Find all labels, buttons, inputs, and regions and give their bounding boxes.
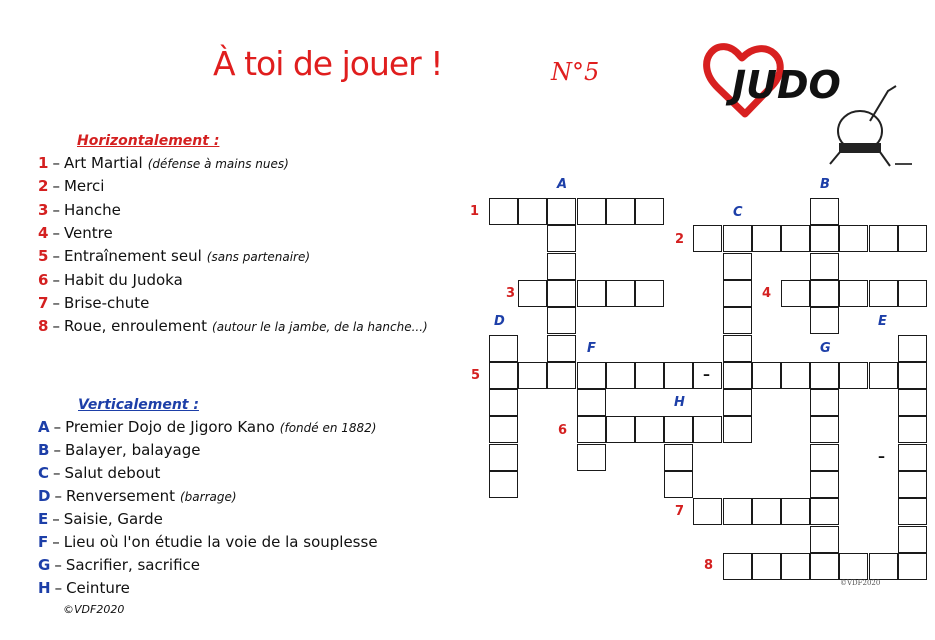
crossword-cell[interactable] bbox=[489, 198, 518, 225]
crossword-cell[interactable] bbox=[810, 198, 839, 225]
crossword-cell[interactable] bbox=[898, 389, 927, 416]
crossword-cell[interactable] bbox=[635, 362, 664, 389]
crossword-cell[interactable] bbox=[839, 225, 868, 252]
grid-label-7: 7 bbox=[675, 504, 685, 519]
crossword-cell[interactable] bbox=[898, 335, 927, 362]
crossword-cell[interactable] bbox=[752, 225, 781, 252]
crossword-cell[interactable] bbox=[869, 362, 898, 389]
crossword-cell[interactable] bbox=[693, 225, 722, 252]
puzzle-number: N°5 bbox=[551, 58, 600, 86]
crossword-cell[interactable] bbox=[577, 362, 606, 389]
crossword-cell[interactable] bbox=[547, 362, 576, 389]
clue-key: 4 bbox=[38, 223, 49, 242]
crossword-cell[interactable] bbox=[547, 335, 576, 362]
horizontal-clue: 1 – Art Martial (défense à mains nues) bbox=[38, 154, 289, 172]
crossword-cell[interactable] bbox=[810, 553, 839, 580]
horizontal-clue: 6 – Habit du Judoka bbox=[38, 270, 183, 289]
crossword-cell[interactable] bbox=[635, 280, 664, 307]
crossword-cell[interactable] bbox=[810, 498, 839, 525]
crossword-cell[interactable] bbox=[723, 253, 752, 280]
crossword-cell[interactable] bbox=[723, 335, 752, 362]
crossword-cell[interactable] bbox=[606, 362, 635, 389]
grid-label-6: 6 bbox=[558, 423, 568, 438]
crossword-cell[interactable] bbox=[693, 498, 722, 525]
grid-label-E: E bbox=[878, 314, 887, 329]
copyright: ©VDF2020 bbox=[63, 603, 125, 616]
clue-text: Art Martial bbox=[63, 154, 143, 172]
horizontal-heading: Horizontalement : bbox=[77, 133, 220, 149]
clue-key: F bbox=[38, 533, 49, 551]
crossword-cell[interactable] bbox=[547, 253, 576, 280]
clue-text: Merci bbox=[63, 177, 105, 196]
crossword-cell[interactable] bbox=[810, 526, 839, 553]
crossword-cell[interactable] bbox=[518, 362, 547, 389]
grid-label-1: 1 bbox=[470, 204, 480, 219]
crossword-cell[interactable] bbox=[810, 253, 839, 280]
clue-hint: (fondé en 1882) bbox=[279, 421, 377, 435]
clue-hint: (barrage) bbox=[179, 490, 237, 504]
crossword-cell[interactable] bbox=[839, 362, 868, 389]
crossword-cell[interactable] bbox=[810, 280, 839, 307]
vertical-clue: H – Ceinture bbox=[38, 579, 130, 597]
vertical-clue: B – Balayer, balayage bbox=[38, 441, 201, 459]
clue-key: 6 bbox=[38, 270, 49, 289]
crossword-cell[interactable] bbox=[635, 198, 664, 225]
crossword-cell[interactable] bbox=[518, 198, 547, 225]
grid-label-8: 8 bbox=[704, 558, 714, 573]
clue-text: Salut debout bbox=[64, 464, 161, 482]
crossword-cell[interactable] bbox=[810, 389, 839, 416]
grid-label-G: G bbox=[820, 341, 831, 356]
crossword-cell[interactable] bbox=[898, 225, 927, 252]
crossword-cell[interactable] bbox=[898, 444, 927, 471]
crossword-cell[interactable] bbox=[723, 307, 752, 334]
crossword-cell[interactable] bbox=[489, 335, 518, 362]
crossword-cell[interactable] bbox=[577, 416, 606, 443]
crossword-cell[interactable] bbox=[898, 471, 927, 498]
grid-copyright: ©VDF2020 bbox=[840, 579, 881, 587]
horizontal-clue: 5 – Entraînement seul (sans partenaire) bbox=[38, 247, 311, 266]
horizontal-clue: 2 – Merci bbox=[38, 177, 105, 196]
logo-text: JUDO bbox=[732, 63, 841, 107]
crossword-cell[interactable] bbox=[723, 362, 752, 389]
grid-label-D: D bbox=[494, 314, 505, 329]
clue-key: H bbox=[38, 579, 51, 597]
page-title: À toi de jouer ! bbox=[213, 44, 443, 83]
crossword-cell[interactable] bbox=[752, 498, 781, 525]
crossword-cell[interactable] bbox=[723, 416, 752, 443]
crossword-cell[interactable] bbox=[810, 225, 839, 252]
grid-label-C: C bbox=[733, 205, 743, 220]
crossword-cell[interactable] bbox=[489, 416, 518, 443]
crossword-cell[interactable] bbox=[489, 444, 518, 471]
crossword-cell[interactable] bbox=[752, 553, 781, 580]
crossword-cell[interactable] bbox=[752, 362, 781, 389]
crossword-cell[interactable] bbox=[810, 307, 839, 334]
crossword-cell[interactable] bbox=[577, 198, 606, 225]
crossword-cell[interactable] bbox=[664, 416, 693, 443]
crossword-cell[interactable] bbox=[577, 389, 606, 416]
crossword-cell[interactable] bbox=[518, 280, 547, 307]
crossword-cell[interactable] bbox=[489, 471, 518, 498]
clue-text: Ventre bbox=[63, 223, 113, 242]
vertical-clue: C – Salut debout bbox=[38, 464, 161, 482]
crossword-cell[interactable] bbox=[810, 444, 839, 471]
crossword-cell[interactable] bbox=[723, 225, 752, 252]
crossword-cell[interactable] bbox=[723, 498, 752, 525]
clue-key: 1 bbox=[38, 154, 49, 172]
vertical-clue: F – Lieu où l'on étudie la voie de la souplesse bbox=[38, 533, 378, 551]
crossword-cell[interactable] bbox=[810, 471, 839, 498]
crossword-cell[interactable] bbox=[606, 416, 635, 443]
grid-label-2: 2 bbox=[675, 232, 685, 247]
crossword-cell[interactable] bbox=[898, 362, 927, 389]
crossword-cell[interactable] bbox=[723, 389, 752, 416]
vertical-clue: E – Saisie, Garde bbox=[38, 510, 163, 528]
crossword-cell[interactable] bbox=[577, 444, 606, 471]
clue-text: Premier Dojo de Jigoro Kano bbox=[65, 418, 275, 436]
clue-key: A bbox=[38, 418, 50, 436]
grid-label-4: 4 bbox=[762, 286, 772, 301]
clue-key: B bbox=[38, 441, 50, 459]
clue-hint: (sans partenaire) bbox=[206, 250, 311, 265]
grid-label-3: 3 bbox=[506, 286, 516, 301]
vertical-clue: D – Renversement (barrage) bbox=[38, 487, 237, 505]
horizontal-clue: 7 – Brise-chute bbox=[38, 293, 150, 312]
crossword-cell[interactable] bbox=[723, 280, 752, 307]
vertical-heading: Verticalement : bbox=[78, 397, 199, 413]
crossword-cell[interactable] bbox=[723, 553, 752, 580]
vertical-clue: G – Sacrifier, sacrifice bbox=[38, 556, 200, 574]
clue-text: Entraînement seul bbox=[63, 247, 202, 266]
crossword-cell[interactable] bbox=[810, 416, 839, 443]
crossword-cell[interactable] bbox=[693, 416, 722, 443]
crossword-cell[interactable] bbox=[489, 389, 518, 416]
crossword-cell[interactable] bbox=[869, 553, 898, 580]
crossword-cell[interactable] bbox=[606, 198, 635, 225]
clue-key: G bbox=[38, 556, 51, 574]
crossword-cell[interactable] bbox=[898, 280, 927, 307]
judo-logo bbox=[700, 36, 915, 180]
horizontal-clue: 3 – Hanche bbox=[38, 200, 121, 219]
grid-label-A: A bbox=[557, 177, 568, 192]
clue-key: 2 bbox=[38, 177, 49, 196]
crossword-cell[interactable] bbox=[810, 362, 839, 389]
crossword-cell[interactable] bbox=[898, 553, 927, 580]
crossword-cell[interactable] bbox=[547, 198, 576, 225]
horizontal-clue: 4 – Ventre bbox=[38, 223, 113, 242]
clue-text: Balayer, balayage bbox=[64, 441, 201, 459]
hyphen-separator-e: – bbox=[878, 449, 885, 465]
crossword-cell[interactable] bbox=[839, 280, 868, 307]
crossword-cell[interactable] bbox=[869, 225, 898, 252]
vertical-clue: A – Premier Dojo de Jigoro Kano (fondé en 1882) bbox=[38, 418, 377, 436]
clue-key: 5 bbox=[38, 247, 49, 266]
clue-key: 3 bbox=[38, 200, 49, 219]
crossword-cell[interactable] bbox=[839, 553, 868, 580]
clue-text: Renversement bbox=[65, 487, 175, 505]
crossword-cell[interactable] bbox=[869, 280, 898, 307]
crossword-cell[interactable] bbox=[606, 280, 635, 307]
clue-key: 7 bbox=[38, 293, 49, 312]
crossword-cell[interactable] bbox=[664, 471, 693, 498]
crossword-cell[interactable] bbox=[781, 362, 810, 389]
clue-key: 8 bbox=[38, 317, 49, 336]
horizontal-clue: 8 – Roue, enroulement (autour le la jambe, de la hanche...) bbox=[38, 317, 428, 336]
hyphen-separator-5: – bbox=[703, 367, 710, 383]
clue-text: Roue, enroulement bbox=[63, 317, 208, 336]
clue-key: C bbox=[38, 464, 50, 482]
grid-label-B: B bbox=[820, 177, 830, 192]
crossword-cell[interactable] bbox=[781, 280, 810, 307]
crossword-cell[interactable] bbox=[489, 362, 518, 389]
crossword-cell[interactable] bbox=[781, 553, 810, 580]
clue-text: Brise-chute bbox=[63, 293, 150, 312]
grid-label-F: F bbox=[587, 341, 596, 356]
crossword-cell[interactable] bbox=[547, 225, 576, 252]
crossword-cell[interactable] bbox=[635, 416, 664, 443]
crossword-cell[interactable] bbox=[664, 362, 693, 389]
clue-text: Sacrifier, sacrifice bbox=[65, 556, 200, 574]
crossword-cell[interactable] bbox=[898, 526, 927, 553]
crossword-cell[interactable] bbox=[577, 280, 606, 307]
crossword-cell[interactable] bbox=[547, 307, 576, 334]
clue-text: Habit du Judoka bbox=[63, 270, 183, 289]
grid-label-H: H bbox=[674, 395, 685, 410]
crossword-cell[interactable] bbox=[781, 225, 810, 252]
crossword-cell[interactable] bbox=[547, 280, 576, 307]
clue-text: Saisie, Garde bbox=[63, 510, 163, 528]
clue-key: D bbox=[38, 487, 51, 505]
crossword-cell[interactable] bbox=[898, 416, 927, 443]
clue-key: E bbox=[38, 510, 49, 528]
clue-hint: (défense à mains nues) bbox=[147, 157, 289, 171]
clue-text: Lieu où l'on étudie la voie de la souplesse bbox=[63, 533, 378, 551]
clue-text: Ceinture bbox=[66, 579, 130, 597]
clue-text: Hanche bbox=[63, 200, 121, 219]
heart-judo-logo-icon bbox=[700, 36, 915, 176]
crossword-cell[interactable] bbox=[781, 498, 810, 525]
clue-hint: (autour le la jambe, de la hanche...) bbox=[212, 320, 428, 335]
grid-label-5: 5 bbox=[471, 368, 481, 383]
crossword-cell[interactable] bbox=[898, 498, 927, 525]
crossword-cell[interactable] bbox=[664, 444, 693, 471]
